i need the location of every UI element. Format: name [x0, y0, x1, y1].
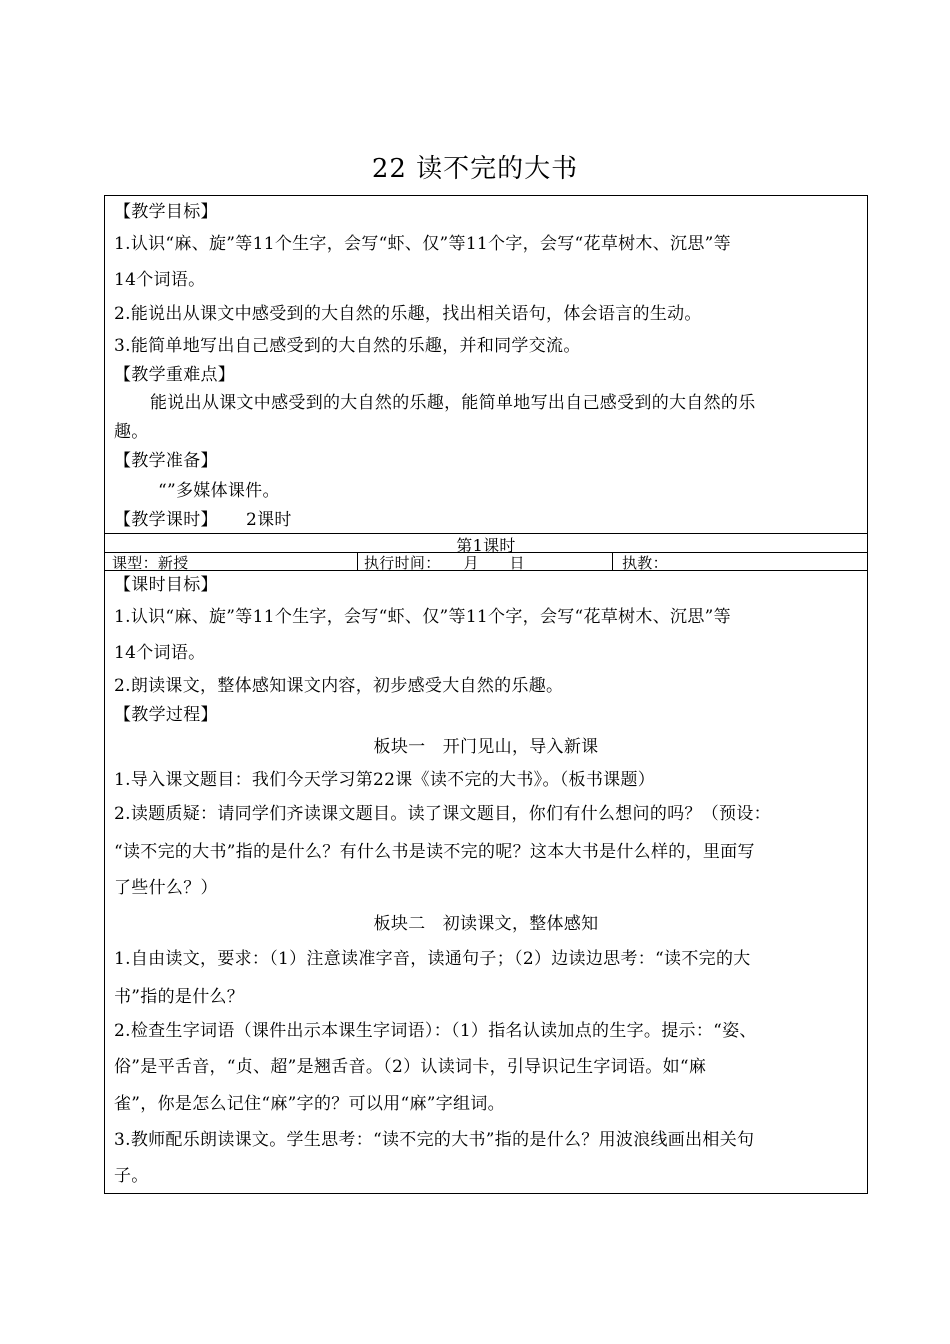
- block-1-step-1: 1.导入课文题目：我们今天学习第22课《读不完的大书》。（板书课题）: [114, 770, 656, 790]
- lesson-header: 第1课时: [456, 536, 516, 555]
- goal-2: 2.能说出从课文中感受到的大自然的乐趣，找出相关语句，体会语言的生动。: [114, 304, 702, 324]
- goals-heading: 【教学目标】: [114, 202, 218, 222]
- goal-3: 3.能简单地写出自己感受到的大自然的乐趣，并和同学交流。: [114, 336, 581, 356]
- lesson-type: 课型：新授: [112, 554, 189, 572]
- goal-1-line-1: 1.认识“麻、旋”等11个生字，会写“虾、仅”等11个字，会写“花草树木、沉思”等: [114, 234, 731, 254]
- block-2-step-2-line-1: 2.检查生字词语（课件出示本课生字词语）：（1）指名认读加点的生字。提示：“姿、: [114, 1021, 757, 1041]
- block-1-step-2-line-2: “读不完的大书”指的是什么？有什么书是读不完的呢？这本大书是什么样的，里面写: [114, 842, 755, 862]
- prep-text: “”多媒体课件。: [158, 481, 280, 501]
- lesson-goals-heading: 【课时目标】: [114, 575, 218, 595]
- column-divider: [357, 552, 358, 570]
- lesson-time: 执行时间： 月 日: [364, 554, 525, 572]
- block-2-step-3-line-1: 3.教师配乐朗读课文。学生思考：“读不完的大书”指的是什么？用波浪线画出相关句: [114, 1130, 755, 1150]
- block-1-step-2-line-3: 了些什么？）: [114, 878, 218, 898]
- block-2-step-2-line-3: 雀”，你是怎么记住“麻”字的？可以用“麻”字组词。: [114, 1094, 505, 1114]
- process-heading: 【教学过程】: [114, 705, 218, 725]
- block-1-step-2-line-1: 2.读题质疑：请同学们齐读课文题目。读了课文题目，你们有什么想问的吗？（预设：: [114, 804, 771, 824]
- lesson-goal-1-line-2: 14个词语。: [114, 643, 206, 663]
- key-points-line-1: 能说出从课文中感受到的大自然的乐趣，能简单地写出自己感受到的大自然的乐: [150, 393, 756, 413]
- lesson-goal-1-line-1: 1.认识“麻、旋”等11个生字，会写“虾、仅”等11个字，会写“花草树木、沉思”等: [114, 607, 731, 627]
- block-2-step-1-line-1: 1.自由读文，要求：（1）注意读准字音，读通句子；（2）边读边思考：“读不完的大: [114, 949, 751, 969]
- prep-heading: 【教学准备】: [114, 451, 218, 471]
- block-1-title: 板块一 开门见山，导入新课: [373, 737, 599, 757]
- lesson-goal-2: 2.朗读课文，整体感知课文内容，初步感受大自然的乐趣。: [114, 676, 564, 696]
- page-title: 22 读不完的大书: [371, 154, 579, 184]
- block-2-step-1-line-2: 书”指的是什么？: [114, 987, 245, 1007]
- lesson-teacher: 执教：: [622, 554, 668, 572]
- hours-value: 2课时: [246, 510, 292, 530]
- block-2-step-3-line-2: 子。: [114, 1166, 149, 1186]
- key-points-line-2: 趣。: [114, 422, 149, 442]
- key-points-heading: 【教学重难点】: [114, 365, 236, 385]
- block-2-step-2-line-2: 俗”是平舌音，“贞、超”是翘舌音。（2）认读词卡，引导识记生字词语。如“麻: [114, 1057, 707, 1077]
- divider: [104, 570, 868, 571]
- hours-heading: 【教学课时】: [114, 510, 218, 530]
- goal-1-line-2: 14个词语。: [114, 270, 206, 290]
- block-2-title: 板块二 初读课文，整体感知: [373, 914, 599, 934]
- column-divider: [612, 552, 613, 570]
